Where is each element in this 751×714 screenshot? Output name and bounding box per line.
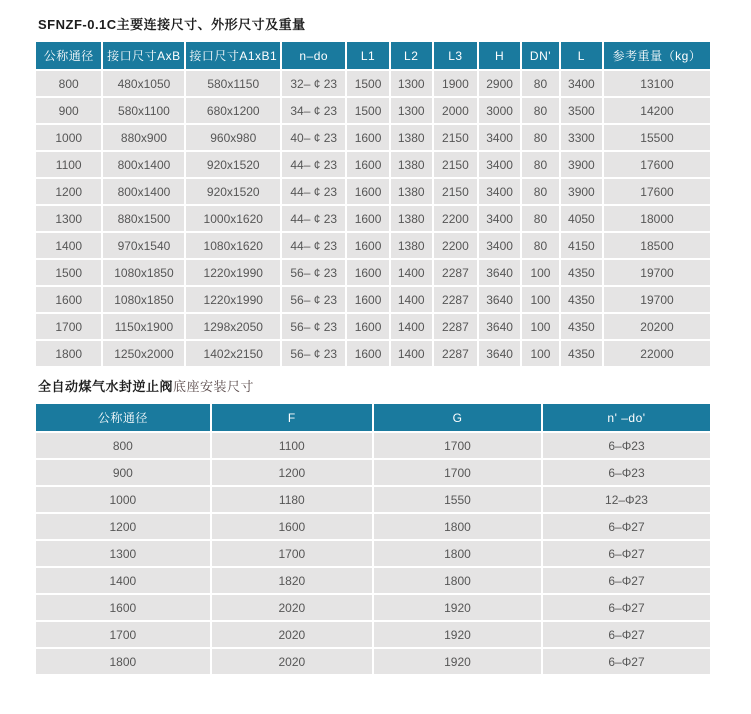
column-header: L1 bbox=[347, 42, 388, 69]
table-cell: 3400 bbox=[479, 125, 520, 150]
table-cell: 3400 bbox=[479, 206, 520, 231]
table-cell: 2287 bbox=[434, 314, 477, 339]
table-cell: 1000 bbox=[36, 487, 210, 512]
column-header: n–do bbox=[282, 42, 345, 69]
table-cell: 1600 bbox=[347, 233, 388, 258]
table-cell: 1080x1620 bbox=[186, 233, 280, 258]
table-cell: 3900 bbox=[561, 152, 602, 177]
table-cell: 100 bbox=[522, 260, 559, 285]
table-cell: 1180 bbox=[212, 487, 372, 512]
table-cell: 80 bbox=[522, 125, 559, 150]
table-row bbox=[36, 314, 710, 339]
table-cell: 800 bbox=[36, 71, 101, 96]
table-cell: 1250x2000 bbox=[103, 341, 184, 366]
table-cell: 3640 bbox=[479, 287, 520, 312]
table-row bbox=[36, 460, 710, 485]
table-cell: 1300 bbox=[36, 206, 101, 231]
table-cell: 3900 bbox=[561, 179, 602, 204]
table-cell: 19700 bbox=[604, 287, 710, 312]
table-cell: 480x1050 bbox=[103, 71, 184, 96]
table-cell: 6–Φ27 bbox=[543, 595, 710, 620]
table-cell: 1800 bbox=[374, 514, 541, 539]
table1-title: SFNZF-0.1C主要连接尺寸、外形尺寸及重量 bbox=[38, 17, 306, 32]
column-header: L2 bbox=[391, 42, 432, 69]
table-cell: 80 bbox=[522, 71, 559, 96]
table-row bbox=[36, 595, 710, 620]
table-cell: 6–Φ23 bbox=[543, 460, 710, 485]
table-cell: 3640 bbox=[479, 341, 520, 366]
table-cell: 1600 bbox=[347, 152, 388, 177]
table-cell: 1100 bbox=[212, 433, 372, 458]
table-cell: 2200 bbox=[434, 233, 477, 258]
table-cell: 19700 bbox=[604, 260, 710, 285]
table-cell: 13100 bbox=[604, 71, 710, 96]
table-cell: 1600 bbox=[347, 206, 388, 231]
table-cell: 1380 bbox=[391, 206, 432, 231]
header-row bbox=[36, 42, 710, 69]
table-cell: 12–Φ23 bbox=[543, 487, 710, 512]
table-row bbox=[36, 649, 710, 674]
table-cell: 1380 bbox=[391, 125, 432, 150]
table-cell: 18000 bbox=[604, 206, 710, 231]
table-cell: 3500 bbox=[561, 98, 602, 123]
table-cell: 1298x2050 bbox=[186, 314, 280, 339]
table-cell: 1400 bbox=[36, 233, 101, 258]
table-cell: 1220x1990 bbox=[186, 260, 280, 285]
table-row bbox=[36, 125, 710, 150]
table-cell: 800x1400 bbox=[103, 179, 184, 204]
table-cell: 44– ¢ 23 bbox=[282, 179, 345, 204]
table-cell: 2150 bbox=[434, 152, 477, 177]
table-cell: 1700 bbox=[36, 622, 210, 647]
table-row bbox=[36, 341, 710, 366]
column-header: n' –do' bbox=[543, 404, 710, 431]
table-cell: 1920 bbox=[374, 622, 541, 647]
table-cell: 920x1520 bbox=[186, 179, 280, 204]
table-row bbox=[36, 233, 710, 258]
table-cell: 6–Φ27 bbox=[543, 622, 710, 647]
table-cell: 900 bbox=[36, 460, 210, 485]
table-cell: 1600 bbox=[347, 125, 388, 150]
header-row bbox=[36, 404, 710, 431]
column-header: 公称通径 bbox=[36, 404, 210, 431]
table-cell: 6–Φ23 bbox=[543, 433, 710, 458]
column-header: 公称通径 bbox=[36, 42, 101, 69]
table-cell: 3300 bbox=[561, 125, 602, 150]
table-cell: 960x980 bbox=[186, 125, 280, 150]
table-cell: 3400 bbox=[561, 71, 602, 96]
table-cell: 15500 bbox=[604, 125, 710, 150]
table-cell: 800x1400 bbox=[103, 152, 184, 177]
table2-header bbox=[36, 404, 710, 431]
table-cell: 4350 bbox=[561, 341, 602, 366]
table-row bbox=[36, 206, 710, 231]
table-cell: 4050 bbox=[561, 206, 602, 231]
table-cell: 56– ¢ 23 bbox=[282, 287, 345, 312]
table-cell: 1700 bbox=[374, 433, 541, 458]
table-cell: 970x1540 bbox=[103, 233, 184, 258]
table-cell: 1600 bbox=[347, 260, 388, 285]
table-cell: 2287 bbox=[434, 260, 477, 285]
table-cell: 3400 bbox=[479, 179, 520, 204]
table-cell: 40– ¢ 23 bbox=[282, 125, 345, 150]
table-cell: 1300 bbox=[391, 71, 432, 96]
table-cell: 20200 bbox=[604, 314, 710, 339]
table-cell: 2020 bbox=[212, 622, 372, 647]
table-cell: 1800 bbox=[374, 541, 541, 566]
table-cell: 56– ¢ 23 bbox=[282, 341, 345, 366]
table-cell: 1550 bbox=[374, 487, 541, 512]
base-mounting-dimensions-table bbox=[34, 402, 712, 676]
table-cell: 1080x1850 bbox=[103, 287, 184, 312]
table-cell: 2287 bbox=[434, 341, 477, 366]
table1-header bbox=[36, 42, 710, 69]
table-cell: 4150 bbox=[561, 233, 602, 258]
table-cell: 1380 bbox=[391, 152, 432, 177]
table-cell: 580x1100 bbox=[103, 98, 184, 123]
table-cell: 1400 bbox=[391, 314, 432, 339]
table-cell: 1500 bbox=[36, 260, 101, 285]
table-cell: 920x1520 bbox=[186, 152, 280, 177]
table-cell: 44– ¢ 23 bbox=[282, 152, 345, 177]
table-cell: 2020 bbox=[212, 649, 372, 674]
table-cell: 1600 bbox=[36, 595, 210, 620]
table-cell: 1600 bbox=[347, 314, 388, 339]
table-cell: 1220x1990 bbox=[186, 287, 280, 312]
table-cell: 80 bbox=[522, 98, 559, 123]
table-cell: 1920 bbox=[374, 595, 541, 620]
table-cell: 4350 bbox=[561, 314, 602, 339]
table-cell: 1820 bbox=[212, 568, 372, 593]
table1-body bbox=[36, 71, 710, 366]
table-row bbox=[36, 152, 710, 177]
table2-title-product: 全自动煤气水封逆止阀 bbox=[38, 379, 174, 394]
column-header: L bbox=[561, 42, 602, 69]
table-cell: 1200 bbox=[36, 179, 101, 204]
column-header: F bbox=[212, 404, 372, 431]
table-cell: 1080x1850 bbox=[103, 260, 184, 285]
table-row bbox=[36, 260, 710, 285]
column-header: G bbox=[374, 404, 541, 431]
table-row bbox=[36, 622, 710, 647]
table-cell: 100 bbox=[522, 287, 559, 312]
table-cell: 1800 bbox=[374, 568, 541, 593]
table-cell: 17600 bbox=[604, 179, 710, 204]
table-cell: 680x1200 bbox=[186, 98, 280, 123]
table-cell: 3000 bbox=[479, 98, 520, 123]
table-cell: 1200 bbox=[36, 514, 210, 539]
table-cell: 2900 bbox=[479, 71, 520, 96]
table-cell: 580x1150 bbox=[186, 71, 280, 96]
table-cell: 1700 bbox=[36, 314, 101, 339]
table-cell: 2287 bbox=[434, 287, 477, 312]
column-header: L3 bbox=[434, 42, 477, 69]
table-cell: 1600 bbox=[347, 287, 388, 312]
table-cell: 1380 bbox=[391, 179, 432, 204]
table-cell: 800 bbox=[36, 433, 210, 458]
table-cell: 6–Φ27 bbox=[543, 568, 710, 593]
table-cell: 1700 bbox=[374, 460, 541, 485]
table-cell: 1150x1900 bbox=[103, 314, 184, 339]
table-cell: 80 bbox=[522, 233, 559, 258]
table-cell: 80 bbox=[522, 206, 559, 231]
table-cell: 100 bbox=[522, 341, 559, 366]
table-cell: 2150 bbox=[434, 179, 477, 204]
table-cell: 1300 bbox=[36, 541, 210, 566]
table-cell: 34– ¢ 23 bbox=[282, 98, 345, 123]
table-cell: 22000 bbox=[604, 341, 710, 366]
table-cell: 4350 bbox=[561, 287, 602, 312]
table-cell: 1600 bbox=[347, 341, 388, 366]
table-cell: 1380 bbox=[391, 233, 432, 258]
table-cell: 44– ¢ 23 bbox=[282, 206, 345, 231]
table-cell: 3400 bbox=[479, 233, 520, 258]
table-cell: 900 bbox=[36, 98, 101, 123]
table-cell: 3640 bbox=[479, 314, 520, 339]
column-header: H bbox=[479, 42, 520, 69]
table-cell: 1400 bbox=[391, 260, 432, 285]
table-cell: 1000x1620 bbox=[186, 206, 280, 231]
table-cell: 4350 bbox=[561, 260, 602, 285]
table-row bbox=[36, 487, 710, 512]
column-header: 接口尺寸A1xB1 bbox=[186, 42, 280, 69]
table-cell: 56– ¢ 23 bbox=[282, 260, 345, 285]
table-cell: 1800 bbox=[36, 649, 210, 674]
table-cell: 1500 bbox=[347, 71, 388, 96]
table-cell: 1200 bbox=[212, 460, 372, 485]
table-cell: 2020 bbox=[212, 595, 372, 620]
table-row bbox=[36, 541, 710, 566]
table-cell: 880x900 bbox=[103, 125, 184, 150]
table-cell: 1300 bbox=[391, 98, 432, 123]
table-cell: 6–Φ27 bbox=[543, 649, 710, 674]
table-row bbox=[36, 514, 710, 539]
table-cell: 1500 bbox=[347, 98, 388, 123]
table-row bbox=[36, 179, 710, 204]
table2-title-suffix: 底座安装尺寸 bbox=[173, 379, 255, 394]
table2-body bbox=[36, 433, 710, 674]
table-cell: 1600 bbox=[36, 287, 101, 312]
table-cell: 1600 bbox=[212, 514, 372, 539]
table-cell: 80 bbox=[522, 152, 559, 177]
table-cell: 1100 bbox=[36, 152, 101, 177]
table-row bbox=[36, 568, 710, 593]
table-cell: 3400 bbox=[479, 152, 520, 177]
table-cell: 6–Φ27 bbox=[543, 514, 710, 539]
table-row bbox=[36, 433, 710, 458]
table-cell: 1900 bbox=[434, 71, 477, 96]
table-cell: 1402x2150 bbox=[186, 341, 280, 366]
table-row bbox=[36, 287, 710, 312]
table-cell: 2000 bbox=[434, 98, 477, 123]
table-cell: 1000 bbox=[36, 125, 101, 150]
table-cell: 18500 bbox=[604, 233, 710, 258]
table-cell: 2150 bbox=[434, 125, 477, 150]
table-cell: 100 bbox=[522, 314, 559, 339]
table-cell: 6–Φ27 bbox=[543, 541, 710, 566]
table-cell: 2200 bbox=[434, 206, 477, 231]
table-cell: 1800 bbox=[36, 341, 101, 366]
table-cell: 1700 bbox=[212, 541, 372, 566]
table-cell: 17600 bbox=[604, 152, 710, 177]
table-cell: 1400 bbox=[36, 568, 210, 593]
connection-dimensions-table bbox=[34, 40, 712, 368]
column-header: DN' bbox=[522, 42, 559, 69]
table-cell: 80 bbox=[522, 179, 559, 204]
table-cell: 44– ¢ 23 bbox=[282, 233, 345, 258]
table2-title bbox=[38, 376, 714, 395]
column-header: 参考重量（kg） bbox=[604, 42, 710, 69]
table-cell: 1600 bbox=[347, 179, 388, 204]
table-cell: 3640 bbox=[479, 260, 520, 285]
table-cell: 32– ¢ 23 bbox=[282, 71, 345, 96]
table-cell: 1920 bbox=[374, 649, 541, 674]
table-cell: 1400 bbox=[391, 341, 432, 366]
table-row bbox=[36, 98, 710, 123]
table-cell: 1400 bbox=[391, 287, 432, 312]
table-cell: 56– ¢ 23 bbox=[282, 314, 345, 339]
column-header: 接口尺寸AxB bbox=[103, 42, 184, 69]
table-cell: 880x1500 bbox=[103, 206, 184, 231]
table-row bbox=[36, 71, 710, 96]
table-cell: 14200 bbox=[604, 98, 710, 123]
